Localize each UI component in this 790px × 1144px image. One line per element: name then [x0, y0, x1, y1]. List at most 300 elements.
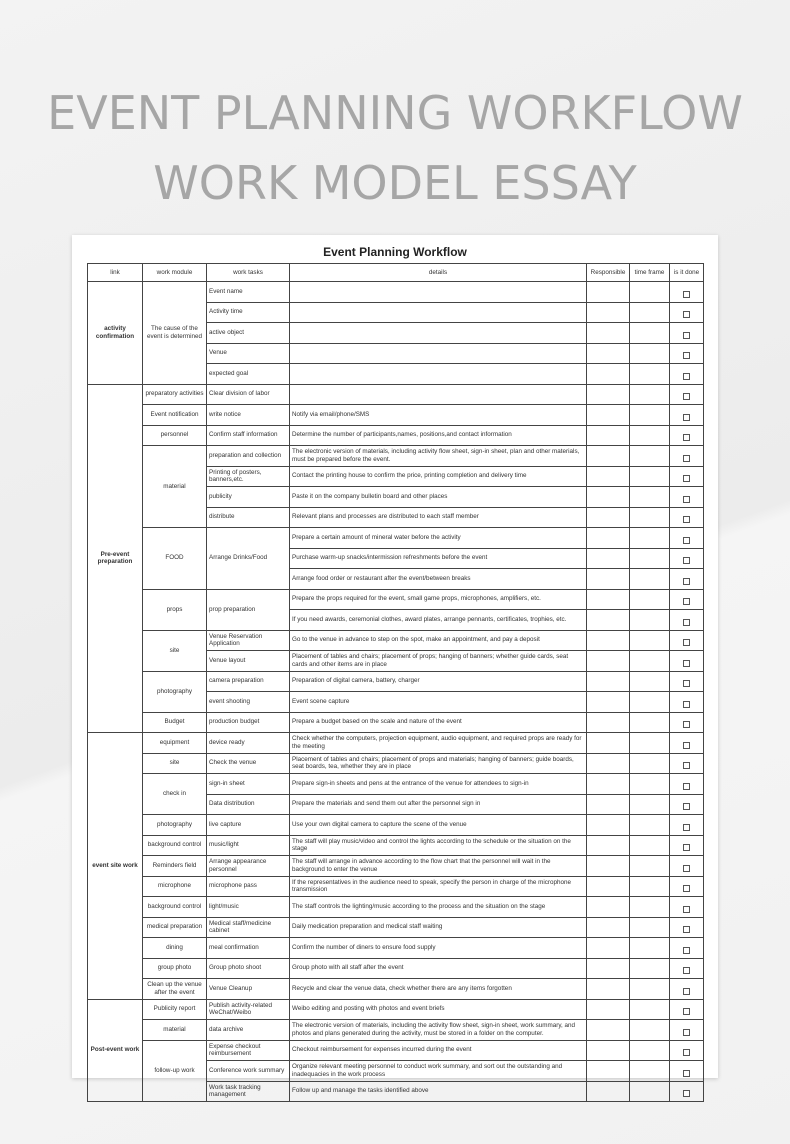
done-cell — [670, 1081, 704, 1102]
page-headline — [0, 78, 790, 218]
table-row — [88, 384, 704, 405]
module-cell: The cause of the event is determined — [143, 282, 207, 385]
time-frame-cell[interactable] — [630, 507, 670, 528]
task-cell: Publish activity-related WeChat/Weibo — [207, 999, 290, 1020]
done-checkbox[interactable] — [683, 1029, 690, 1036]
task-cell: music/light — [207, 835, 290, 856]
task-cell: sign-in sheet — [207, 774, 290, 795]
done-checkbox[interactable] — [683, 578, 690, 585]
done-checkbox[interactable] — [683, 1090, 690, 1097]
done-cell — [670, 1061, 704, 1082]
module-cell: background control — [143, 835, 207, 856]
task-cell: Medical staff/medicine cabinet — [207, 917, 290, 938]
responsible-cell[interactable] — [587, 610, 630, 631]
header-responsible: Responsible — [587, 264, 630, 282]
responsible-cell[interactable] — [587, 405, 630, 426]
link-cell: Post-event work — [88, 999, 143, 1102]
done-checkbox[interactable] — [683, 721, 690, 728]
task-cell: device ready — [207, 733, 290, 754]
table-row — [88, 876, 704, 897]
done-cell — [670, 507, 704, 528]
module-cell: photography — [143, 815, 207, 836]
done-cell — [670, 364, 704, 385]
task-cell: meal confirmation — [207, 938, 290, 959]
workflow-table — [87, 263, 704, 1102]
table-row — [88, 897, 704, 918]
module-cell: props — [143, 589, 207, 630]
time-frame-cell[interactable] — [630, 671, 670, 692]
headline-line-2: WORK MODEL ESSAY — [153, 156, 637, 210]
done-cell — [670, 589, 704, 610]
table-row — [88, 528, 704, 549]
table-row — [88, 753, 704, 774]
responsible-cell[interactable] — [587, 343, 630, 364]
done-checkbox[interactable] — [683, 393, 690, 400]
detail-cell: Group photo with all staff after the event — [290, 958, 587, 979]
done-cell — [670, 876, 704, 897]
done-checkbox[interactable] — [683, 701, 690, 708]
time-frame-cell[interactable] — [630, 958, 670, 979]
detail-cell: Relevant plans and processes are distributed to each staff member — [290, 507, 587, 528]
detail-cell: If the representatives in the audience need to speak, specify the person in charge of the microphone transmission — [290, 876, 587, 897]
link-cell: event site work — [88, 733, 143, 1000]
detail-cell: Prepare sign-in sheets and pens at the entrance of the venue for attendees to sign-in — [290, 774, 587, 795]
module-cell: Clean up the venue after the event — [143, 979, 207, 1000]
detail-cell: Arrange food order or restaurant after the event/between breaks — [290, 569, 587, 590]
done-cell — [670, 897, 704, 918]
done-cell — [670, 487, 704, 508]
responsible-cell[interactable] — [587, 630, 630, 651]
detail-cell — [290, 282, 587, 303]
table-row — [88, 856, 704, 877]
done-cell — [670, 958, 704, 979]
responsible-cell[interactable] — [587, 1081, 630, 1102]
done-cell — [670, 692, 704, 713]
detail-cell: Organize relevant meeting personnel to conduct work summary, and sort out the outstanding and inadequacies in the work process — [290, 1061, 587, 1082]
detail-cell: Recycle and clear the venue data, check whether there are any items forgotten — [290, 979, 587, 1000]
detail-cell: Checkout reimbursement for expenses incurred during the event — [290, 1040, 587, 1061]
time-frame-cell[interactable] — [630, 282, 670, 303]
module-cell: photography — [143, 671, 207, 712]
module-cell: material — [143, 1020, 207, 1041]
detail-cell: Preparation of digital camera, battery, charger — [290, 671, 587, 692]
detail-cell: Event scene capture — [290, 692, 587, 713]
task-cell: prop preparation — [207, 589, 290, 630]
detail-cell: Determine the number of participants,names, positions,and contact information — [290, 425, 587, 446]
done-cell — [670, 405, 704, 426]
header-work-tasks: work tasks — [207, 264, 290, 282]
detail-cell: Placement of tables and chairs; placement of props and materials; hanging of banners; guide boards, seat boards, tea, whether they are in place — [290, 753, 587, 774]
done-cell — [670, 815, 704, 836]
time-frame-cell[interactable] — [630, 1020, 670, 1041]
header-is-it-done: is it done — [670, 264, 704, 282]
module-cell: material — [143, 446, 207, 528]
done-cell — [670, 651, 704, 672]
responsible-cell[interactable] — [587, 835, 630, 856]
responsible-cell[interactable] — [587, 876, 630, 897]
module-cell: FOOD — [143, 528, 207, 590]
done-checkbox[interactable] — [683, 1049, 690, 1056]
responsible-cell[interactable] — [587, 282, 630, 303]
responsible-cell[interactable] — [587, 466, 630, 487]
responsible-cell[interactable] — [587, 938, 630, 959]
task-cell: Check the venue — [207, 753, 290, 774]
detail-cell: The staff will play music/video and control the lights according to the schedule or the situation on the stage — [290, 835, 587, 856]
detail-cell — [290, 384, 587, 405]
time-frame-cell[interactable] — [630, 343, 670, 364]
time-frame-cell[interactable] — [630, 487, 670, 508]
responsible-cell[interactable] — [587, 384, 630, 405]
time-frame-cell[interactable] — [630, 589, 670, 610]
responsible-cell[interactable] — [587, 671, 630, 692]
responsible-cell[interactable] — [587, 856, 630, 877]
done-cell — [670, 999, 704, 1020]
done-checkbox[interactable] — [683, 660, 690, 667]
task-cell: Expense checkout reimbursement — [207, 1040, 290, 1061]
task-cell: microphone pass — [207, 876, 290, 897]
responsible-cell[interactable] — [587, 815, 630, 836]
time-frame-cell[interactable] — [630, 651, 670, 672]
done-checkbox[interactable] — [683, 988, 690, 995]
detail-cell: Placement of tables and chairs; placement of props; hanging of banners; whether guide cards, seat cards and other items are in place — [290, 651, 587, 672]
detail-cell: Paste it on the company bulletin board and other places — [290, 487, 587, 508]
done-checkbox[interactable] — [683, 373, 690, 380]
done-checkbox[interactable] — [683, 1070, 690, 1077]
task-cell: Venue — [207, 343, 290, 364]
module-cell: background control — [143, 897, 207, 918]
detail-cell: Contact the printing house to confirm the price, printing completion and delivery time — [290, 466, 587, 487]
task-cell: Arrange Drinks/Food — [207, 528, 290, 590]
task-cell: data archive — [207, 1020, 290, 1041]
module-cell: check in — [143, 774, 207, 815]
table-row — [88, 1020, 704, 1041]
detail-cell: Prepare a certain amount of mineral water before the activity — [290, 528, 587, 549]
module-cell: Publicity report — [143, 999, 207, 1020]
done-checkbox[interactable] — [683, 865, 690, 872]
header-link: link — [88, 264, 143, 282]
time-frame-cell[interactable] — [630, 692, 670, 713]
time-frame-cell[interactable] — [630, 712, 670, 733]
table-row — [88, 999, 704, 1020]
module-cell: site — [143, 753, 207, 774]
task-cell: Confirm staff information — [207, 425, 290, 446]
table-row — [88, 979, 704, 1000]
time-frame-cell[interactable] — [630, 364, 670, 385]
responsible-cell[interactable] — [587, 507, 630, 528]
detail-cell: The staff controls the lighting/music according to the process and the situation on the stage — [290, 897, 587, 918]
done-checkbox[interactable] — [683, 783, 690, 790]
responsible-cell[interactable] — [587, 487, 630, 508]
task-cell: write notice — [207, 405, 290, 426]
done-cell — [670, 774, 704, 795]
done-cell — [670, 856, 704, 877]
responsible-cell[interactable] — [587, 1061, 630, 1082]
module-cell: preparatory activities — [143, 384, 207, 405]
done-checkbox[interactable] — [683, 1008, 690, 1015]
table-row — [88, 712, 704, 733]
done-checkbox[interactable] — [683, 803, 690, 810]
task-cell: preparation and collection — [207, 446, 290, 467]
done-checkbox[interactable] — [683, 619, 690, 626]
table-row — [88, 733, 704, 754]
detail-cell — [290, 323, 587, 344]
time-frame-cell[interactable] — [630, 1081, 670, 1102]
link-cell: Pre-event preparation — [88, 384, 143, 733]
task-cell: event shooting — [207, 692, 290, 713]
task-cell: Work task tracking management — [207, 1081, 290, 1102]
done-cell — [670, 671, 704, 692]
time-frame-cell[interactable] — [630, 630, 670, 651]
done-cell — [670, 343, 704, 364]
done-cell — [670, 610, 704, 631]
detail-cell: The staff will arrange in advance according to the flow chart that the personnel will wait in the background to enter the venue — [290, 856, 587, 877]
done-checkbox[interactable] — [683, 434, 690, 441]
time-frame-cell[interactable] — [630, 1061, 670, 1082]
time-frame-cell[interactable] — [630, 753, 670, 774]
responsible-cell[interactable] — [587, 917, 630, 938]
module-cell: Budget — [143, 712, 207, 733]
header-work-module: work module — [143, 264, 207, 282]
done-checkbox[interactable] — [683, 947, 690, 954]
module-cell: Reminders field — [143, 856, 207, 877]
table-row — [88, 425, 704, 446]
detail-cell: The electronic version of materials, including activity flow sheet, sign-in sheet, plan and other materials, must be prepared before the event. — [290, 446, 587, 467]
module-cell: follow-up work — [143, 1040, 207, 1102]
task-cell: publicity — [207, 487, 290, 508]
detail-cell: Weibo editing and posting with photos and event briefs — [290, 999, 587, 1020]
task-cell: Venue Cleanup — [207, 979, 290, 1000]
done-cell — [670, 384, 704, 405]
task-cell: Venue layout — [207, 651, 290, 672]
task-cell: Data distribution — [207, 794, 290, 815]
responsible-cell[interactable] — [587, 425, 630, 446]
done-cell — [670, 323, 704, 344]
done-checkbox[interactable] — [683, 680, 690, 687]
responsible-cell[interactable] — [587, 897, 630, 918]
table-header-row — [88, 264, 704, 282]
time-frame-cell[interactable] — [630, 610, 670, 631]
done-cell — [670, 938, 704, 959]
detail-cell — [290, 302, 587, 323]
done-checkbox[interactable] — [683, 762, 690, 769]
responsible-cell[interactable] — [587, 774, 630, 795]
table-row — [88, 630, 704, 651]
done-checkbox[interactable] — [683, 352, 690, 359]
done-checkbox[interactable] — [683, 311, 690, 318]
time-frame-cell[interactable] — [630, 446, 670, 467]
module-cell: equipment — [143, 733, 207, 754]
done-cell — [670, 548, 704, 569]
table-row — [88, 835, 704, 856]
task-cell: expected goal — [207, 364, 290, 385]
done-cell — [670, 282, 704, 303]
detail-cell: Check whether the computers, projection equipment, audio equipment, and required props are ready for the meeting — [290, 733, 587, 754]
table-row — [88, 938, 704, 959]
task-cell: Venue Reservation Application — [207, 630, 290, 651]
table-row — [88, 958, 704, 979]
task-cell: Activity time — [207, 302, 290, 323]
time-frame-cell[interactable] — [630, 815, 670, 836]
done-checkbox[interactable] — [683, 824, 690, 831]
task-cell: live capture — [207, 815, 290, 836]
task-cell: camera preparation — [207, 671, 290, 692]
time-frame-cell[interactable] — [630, 999, 670, 1020]
time-frame-cell[interactable] — [630, 405, 670, 426]
detail-cell: The electronic version of materials, including the activity flow sheet, sign-in sheet, work summary, and photos and plans generated during the activity, must be stored in a folder on the computer. — [290, 1020, 587, 1041]
done-cell — [670, 1040, 704, 1061]
time-frame-cell[interactable] — [630, 876, 670, 897]
table-row — [88, 671, 704, 692]
done-cell — [670, 1020, 704, 1041]
detail-cell — [290, 364, 587, 385]
module-cell: microphone — [143, 876, 207, 897]
responsible-cell[interactable] — [587, 794, 630, 815]
time-frame-cell[interactable] — [630, 569, 670, 590]
table-row — [88, 282, 704, 303]
module-cell: dining — [143, 938, 207, 959]
responsible-cell[interactable] — [587, 651, 630, 672]
time-frame-cell[interactable] — [630, 794, 670, 815]
time-frame-cell[interactable] — [630, 917, 670, 938]
done-cell — [670, 528, 704, 549]
responsible-cell[interactable] — [587, 733, 630, 754]
done-checkbox[interactable] — [683, 844, 690, 851]
detail-cell: Purchase warm-up snacks/intermission refreshments before the event — [290, 548, 587, 569]
done-checkbox[interactable] — [683, 516, 690, 523]
done-checkbox[interactable] — [683, 598, 690, 605]
responsible-cell[interactable] — [587, 323, 630, 344]
done-checkbox[interactable] — [683, 475, 690, 482]
table-row — [88, 405, 704, 426]
table-row — [88, 815, 704, 836]
time-frame-cell[interactable] — [630, 897, 670, 918]
done-checkbox[interactable] — [683, 332, 690, 339]
responsible-cell[interactable] — [587, 589, 630, 610]
done-checkbox[interactable] — [683, 885, 690, 892]
time-frame-cell[interactable] — [630, 1040, 670, 1061]
done-cell — [670, 425, 704, 446]
done-cell — [670, 446, 704, 467]
table-row — [88, 1040, 704, 1061]
header-details: details — [290, 264, 587, 282]
done-cell — [670, 979, 704, 1000]
time-frame-cell[interactable] — [630, 466, 670, 487]
done-cell — [670, 917, 704, 938]
responsible-cell[interactable] — [587, 753, 630, 774]
done-cell — [670, 794, 704, 815]
done-cell — [670, 630, 704, 651]
table-row — [88, 917, 704, 938]
task-cell: active object — [207, 323, 290, 344]
sheet-title: Event Planning Workflow — [323, 245, 467, 259]
module-cell: medical preparation — [143, 917, 207, 938]
time-frame-cell[interactable] — [630, 548, 670, 569]
time-frame-cell[interactable] — [630, 425, 670, 446]
done-cell — [670, 712, 704, 733]
done-checkbox[interactable] — [683, 557, 690, 564]
done-checkbox[interactable] — [683, 496, 690, 503]
responsible-cell[interactable] — [587, 548, 630, 569]
responsible-cell[interactable] — [587, 1020, 630, 1041]
detail-cell: Notify via email/phone/SMS — [290, 405, 587, 426]
link-cell: activity confirmation — [88, 282, 143, 385]
time-frame-cell[interactable] — [630, 979, 670, 1000]
detail-cell: Go to the venue in advance to step on the spot, make an appointment, and pay a deposit — [290, 630, 587, 651]
task-cell: production budget — [207, 712, 290, 733]
responsible-cell[interactable] — [587, 528, 630, 549]
responsible-cell[interactable] — [587, 446, 630, 467]
detail-cell: If you need awards, ceremonial clothes, award plates, arrange pennants, certificates, trophies, etc. — [290, 610, 587, 631]
time-frame-cell[interactable] — [630, 856, 670, 877]
detail-cell: Prepare the props required for the event, small game props, microphones, amplifiers, etc. — [290, 589, 587, 610]
time-frame-cell[interactable] — [630, 528, 670, 549]
done-cell — [670, 733, 704, 754]
time-frame-cell[interactable] — [630, 384, 670, 405]
done-checkbox[interactable] — [683, 967, 690, 974]
task-cell: Arrange appearance personnel — [207, 856, 290, 877]
table-row — [88, 774, 704, 795]
task-cell: Group photo shoot — [207, 958, 290, 979]
done-checkbox[interactable] — [683, 926, 690, 933]
time-frame-cell[interactable] — [630, 835, 670, 856]
time-frame-cell[interactable] — [630, 733, 670, 754]
done-cell — [670, 569, 704, 590]
time-frame-cell[interactable] — [630, 302, 670, 323]
task-cell: Event name — [207, 282, 290, 303]
responsible-cell[interactable] — [587, 1040, 630, 1061]
module-cell: personnel — [143, 425, 207, 446]
module-cell: group photo — [143, 958, 207, 979]
task-cell: Clear division of labor — [207, 384, 290, 405]
detail-cell: Follow up and manage the tasks identified above — [290, 1081, 587, 1102]
done-checkbox[interactable] — [683, 455, 690, 462]
header-time-frame: time frame — [630, 264, 670, 282]
detail-cell: Prepare the materials and send them out after the personnel sign in — [290, 794, 587, 815]
detail-cell — [290, 343, 587, 364]
done-checkbox[interactable] — [683, 906, 690, 913]
module-cell: site — [143, 630, 207, 671]
module-cell: Event notification — [143, 405, 207, 426]
detail-cell: Daily medication preparation and medical staff waiting — [290, 917, 587, 938]
detail-cell: Prepare a budget based on the scale and nature of the event — [290, 712, 587, 733]
done-checkbox[interactable] — [683, 639, 690, 646]
responsible-cell[interactable] — [587, 692, 630, 713]
responsible-cell[interactable] — [587, 569, 630, 590]
responsible-cell[interactable] — [587, 712, 630, 733]
table-row — [88, 446, 704, 467]
headline-line-1: EVENT PLANNING WORKFLOW — [47, 86, 743, 140]
task-cell: Printing of posters, banners,etc. — [207, 466, 290, 487]
time-frame-cell[interactable] — [630, 774, 670, 795]
done-checkbox[interactable] — [683, 291, 690, 298]
table-row — [88, 589, 704, 610]
time-frame-cell[interactable] — [630, 323, 670, 344]
done-cell — [670, 302, 704, 323]
done-cell — [670, 466, 704, 487]
done-checkbox[interactable] — [683, 537, 690, 544]
detail-cell: Confirm the number of diners to ensure food supply — [290, 938, 587, 959]
done-checkbox[interactable] — [683, 742, 690, 749]
responsible-cell[interactable] — [587, 302, 630, 323]
responsible-cell[interactable] — [587, 958, 630, 979]
responsible-cell[interactable] — [587, 364, 630, 385]
workflow-sheet — [72, 235, 718, 1099]
done-cell — [670, 753, 704, 774]
done-checkbox[interactable] — [683, 414, 690, 421]
responsible-cell[interactable] — [587, 999, 630, 1020]
time-frame-cell[interactable] — [630, 938, 670, 959]
responsible-cell[interactable] — [587, 979, 630, 1000]
